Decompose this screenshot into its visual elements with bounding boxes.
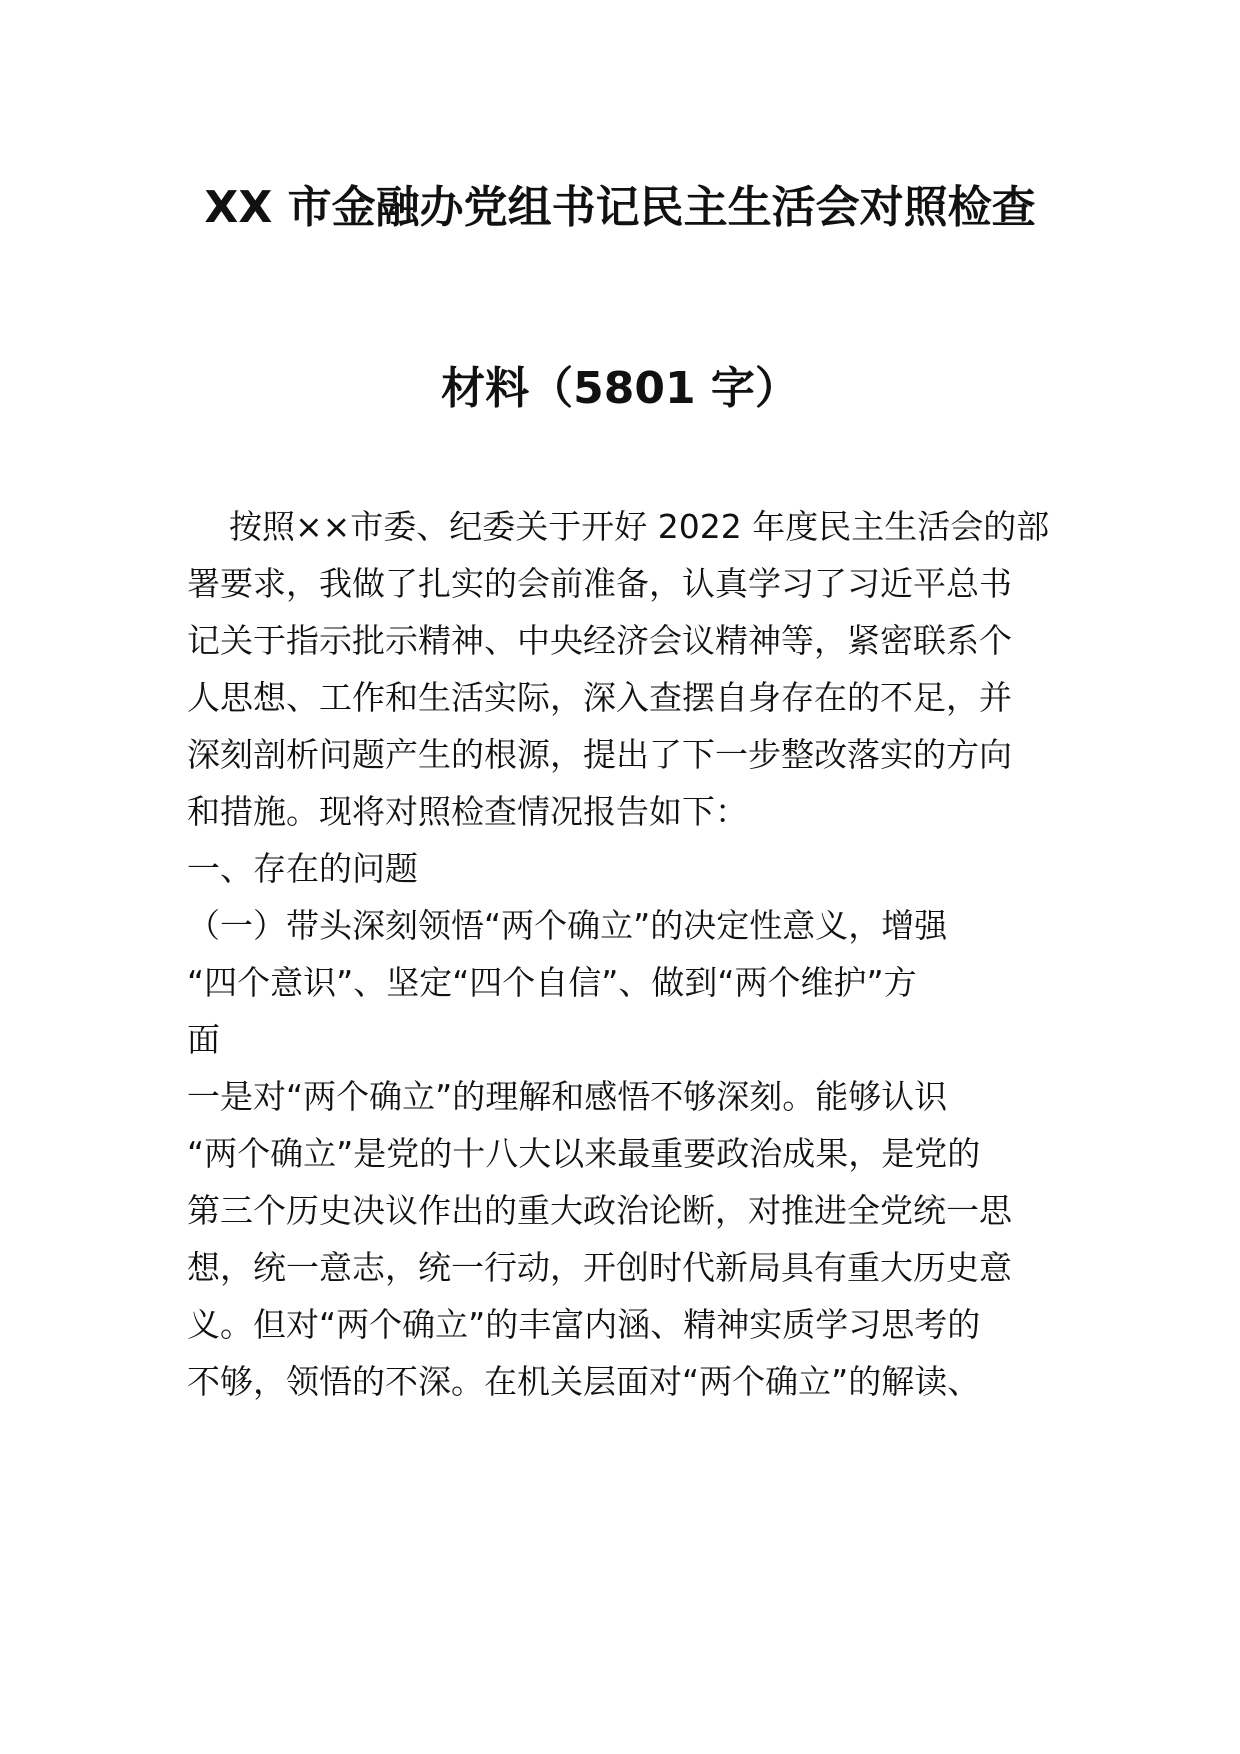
body-line: 想，统一意志，统一行动，开创时代新局具有重大历史意	[187, 1248, 1012, 1287]
document-title-line-2: 材料（5801 字）	[441, 363, 799, 414]
body-line: 署要求，我做了扎实的会前准备，认真学习了习近平总书	[187, 564, 1012, 603]
body-line: 按照××市委、纪委关于开好 2022 年度民主生活会的部	[229, 507, 1050, 546]
body-line: 不够，领悟的不深。在机关层面对“两个确立”的解读、	[187, 1362, 981, 1401]
body-line: 深刻剖析问题产生的根源，提出了下一步整改落实的方向	[187, 735, 1012, 774]
subsection-heading: 面	[187, 1020, 220, 1059]
body-line: 义。但对“两个确立”的丰富内涵、精神实质学习思考的	[187, 1305, 981, 1344]
body-line: 人思想、工作和生活实际，深入查摆自身存在的不足，并	[187, 678, 1012, 717]
body-line: “两个确立”是党的十八大以来最重要政治成果，是党的	[187, 1134, 981, 1173]
body-line: 记关于指示批示精神、中央经济会议精神等，紧密联系个	[187, 621, 1012, 660]
body-line: 和措施。现将对照检查情况报告如下：	[187, 792, 748, 831]
section-heading: 一、存在的问题	[187, 849, 418, 888]
body-line: 一是对“两个确立”的理解和感悟不够深刻。能够认识	[187, 1077, 948, 1116]
body-line: 第三个历史决议作出的重大政治论断，对推进全党统一思	[187, 1191, 1012, 1230]
document-title-line-1: XX 市金融办党组书记民主生活会对照检查	[204, 182, 1036, 233]
subsection-heading: （一）带头深刻领悟“两个确立”的决定性意义，增强	[187, 906, 948, 945]
subsection-heading: “四个意识”、坚定“四个自信”、做到“两个维护”方	[187, 963, 917, 1002]
